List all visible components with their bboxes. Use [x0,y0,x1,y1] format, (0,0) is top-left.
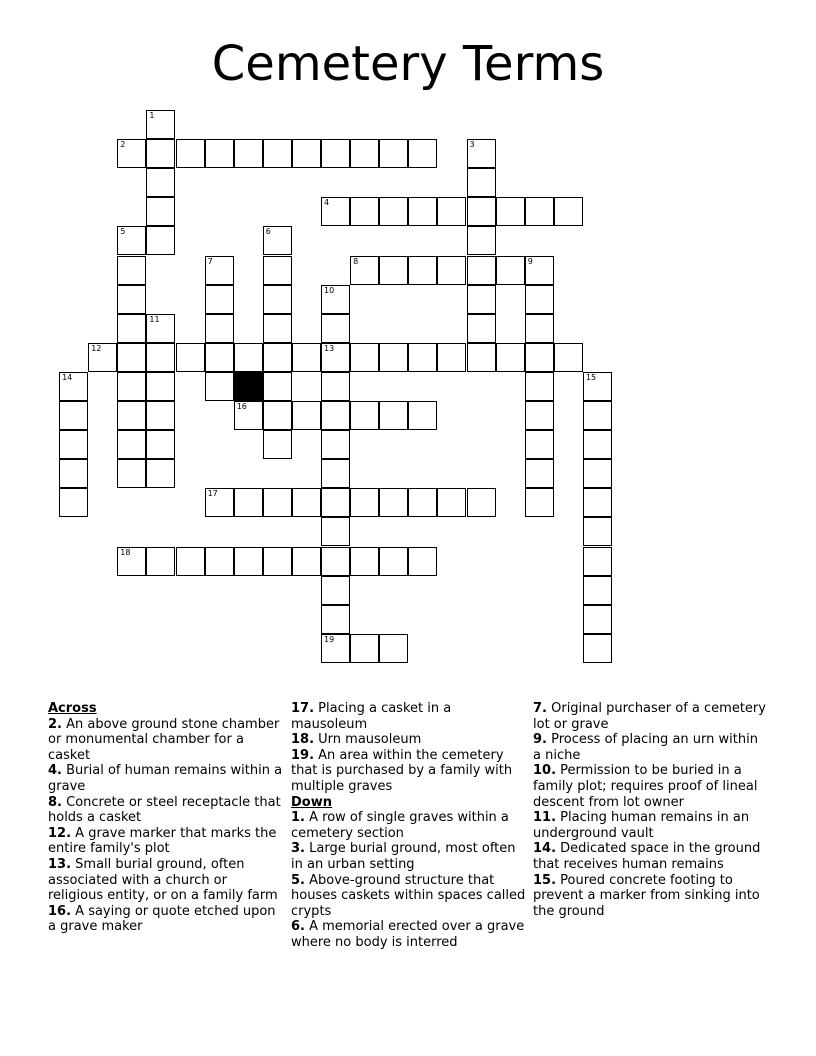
grid-cell[interactable] [321,547,350,576]
clue-text: Concrete or steel receptacle that holds a casket [48,794,281,826]
grid-cell[interactable] [205,488,234,517]
grid-cell[interactable] [263,401,292,430]
grid-cell[interactable] [525,401,554,430]
grid-cell[interactable] [117,459,146,488]
clue-text: A grave marker that marks the entire family's plot [48,825,277,857]
clue-text: Large burial ground, most often in an urban setting [291,841,516,872]
clue-number: 2. [48,716,62,732]
grid-cell[interactable] [205,372,234,401]
grid-cell[interactable] [525,430,554,459]
grid-cell[interactable] [59,372,88,401]
grid-cell[interactable] [350,634,379,663]
grid-cell[interactable] [205,547,234,576]
grid-cell[interactable] [525,372,554,401]
across-clue-4 [48,763,284,794]
grid-cell[interactable] [146,459,175,488]
clue-number: 9. [533,732,547,748]
grid-cell[interactable] [379,401,408,430]
down-clue-3 [291,841,527,872]
grid-cell[interactable] [379,256,408,285]
grid-cell[interactable] [292,547,321,576]
clue-number: 12. [48,825,72,841]
clue-number-12: 12 [91,343,102,353]
grid-cell[interactable] [525,488,554,517]
grid-cell[interactable] [59,430,88,459]
grid-cell[interactable] [437,197,466,226]
grid-cell[interactable] [321,285,350,314]
grid-cell[interactable] [583,430,612,459]
clue-number: 13. [48,856,72,872]
across-heading: Across [48,701,97,716]
clue-text: Poured concrete footing to prevent a marker from sinking into the ground [533,872,760,919]
grid-cell[interactable] [350,197,379,226]
grid-cell[interactable] [205,256,234,285]
clue-text: An area within the cemetery that is purchased by a family with multiple graves [291,747,513,794]
clue-number: 18. [291,732,315,748]
clue-number: 7. [533,701,547,716]
clue-number-16: 16 [236,402,247,411]
clue-number: 5. [291,872,305,888]
grid-cell[interactable] [496,197,525,226]
grid-cell[interactable] [292,343,321,372]
grid-cell[interactable] [234,547,263,576]
clue-text: Burial of human remains within a grave [48,763,283,794]
grid-cell[interactable] [525,343,554,372]
grid-cell[interactable] [437,256,466,285]
black-cell [234,372,263,401]
grid-cell[interactable] [467,168,496,197]
grid-cell[interactable] [263,285,292,314]
grid-cell[interactable] [292,401,321,430]
clue-number: 8. [48,794,62,810]
grid-cell[interactable] [321,197,350,226]
grid-cell[interactable] [321,517,350,546]
grid-cell[interactable] [59,401,88,430]
grid-cell[interactable] [234,401,263,430]
clues-column-3 [533,701,769,919]
clue-number-13: 13 [324,343,335,353]
across-clue-17 [291,701,527,732]
grid-cell[interactable] [321,605,350,634]
grid-cell[interactable] [408,547,437,576]
grid-cell[interactable] [117,226,146,255]
grid-cell[interactable] [176,139,205,168]
down-clue-5 [291,873,527,920]
clues-column-2 [291,701,527,951]
grid-cell[interactable] [583,634,612,663]
grid-cell[interactable] [525,314,554,343]
grid-cell[interactable] [263,226,292,255]
grid-cell[interactable] [146,314,175,343]
grid-cell[interactable] [263,343,292,372]
clue-number-9: 9 [527,256,533,266]
grid-cell[interactable] [117,139,146,168]
grid-cell[interactable] [467,314,496,343]
grid-cell[interactable] [350,139,379,168]
grid-cell[interactable] [146,226,175,255]
grid-cell[interactable] [321,634,350,663]
grid-cell[interactable] [350,488,379,517]
grid-cell[interactable] [205,314,234,343]
grid-cell[interactable] [379,197,408,226]
clue-number-11: 11 [149,314,160,324]
clue-text: Urn mausoleum [314,732,422,748]
grid-cell[interactable] [321,576,350,605]
grid-cell[interactable] [146,430,175,459]
grid-cell[interactable] [117,285,146,314]
clue-text: Permission to be buried in a family plot; requires proof of lineal descent from lot owner [533,763,758,810]
grid-cell[interactable] [117,430,146,459]
grid-cell[interactable] [117,372,146,401]
clue-text: Placing a casket in a mausoleum [291,701,452,732]
clue-text: Original purchaser of a cemetery lot or grave [533,701,766,732]
down-clue-14 [533,841,769,872]
clue-number-1: 1 [149,111,155,120]
clue-number-8: 8 [353,256,359,266]
clue-number-10: 10 [324,285,335,295]
grid-cell[interactable] [321,401,350,430]
grid-cell[interactable] [496,343,525,372]
grid-cell[interactable] [263,139,292,168]
grid-cell[interactable] [467,139,496,168]
grid-cell[interactable] [525,197,554,226]
clue-text: Above-ground structure that houses caskets within spaces called crypts [291,872,526,919]
grid-cell[interactable] [292,488,321,517]
grid-cell[interactable] [263,314,292,343]
down-clue-15 [533,873,769,920]
clue-number-3: 3 [469,140,475,150]
grid-cell[interactable] [467,197,496,226]
grid-cell[interactable] [88,343,117,372]
clue-text: Process of placing an urn within a niche [533,732,758,763]
grid-cell[interactable] [321,488,350,517]
grid-cell[interactable] [496,256,525,285]
grid-cell[interactable] [437,488,466,517]
grid-cell[interactable] [117,547,146,576]
grid-cell[interactable] [146,110,175,139]
grid-cell[interactable] [146,343,175,372]
clue-number-7: 7 [207,256,213,266]
grid-cell[interactable] [525,285,554,314]
clue-number: 17. [291,701,315,716]
grid-cell[interactable] [408,197,437,226]
grid-cell[interactable] [146,197,175,226]
grid-cell[interactable] [583,547,612,576]
grid-cell[interactable] [350,547,379,576]
grid-cell[interactable] [263,488,292,517]
grid-cell[interactable] [59,488,88,517]
grid-cell[interactable] [408,401,437,430]
across-clue-8 [48,795,284,826]
grid-cell[interactable] [321,343,350,372]
grid-cell[interactable] [350,343,379,372]
across-clue-2 [48,717,284,764]
grid-cell[interactable] [321,372,350,401]
grid-cell[interactable] [176,547,205,576]
across-clue-13 [48,857,284,904]
grid-cell[interactable] [379,547,408,576]
grid-cell[interactable] [350,256,379,285]
clue-number: 19. [291,747,315,763]
clue-number: 11. [533,810,557,826]
clue-number-19: 19 [324,634,335,644]
down-clue-9 [533,732,769,763]
grid-cell[interactable] [379,488,408,517]
grid-cell[interactable] [583,488,612,517]
grid-cell[interactable] [379,343,408,372]
grid-cell[interactable] [408,488,437,517]
grid-cell[interactable] [525,459,554,488]
grid-cell[interactable] [467,343,496,372]
grid-cell[interactable] [146,372,175,401]
grid-cell[interactable] [379,634,408,663]
clue-number: 3. [291,841,305,857]
grid-cell[interactable] [467,488,496,517]
grid-cell[interactable] [59,459,88,488]
clue-number-5: 5 [120,227,126,237]
down-clue-1 [291,810,527,841]
grid-cell[interactable] [234,343,263,372]
puzzle-title: Cemetery Terms [211,36,605,92]
clue-number-6: 6 [265,227,271,237]
clue-text: A saying or quote etched upon a grave maker [48,903,276,935]
clue-number-4: 4 [324,198,330,208]
down-clue-11 [533,810,769,841]
grid-cell[interactable] [554,343,583,372]
clue-number: 1. [291,810,305,826]
grid-cell[interactable] [117,256,146,285]
across-clue-12 [48,826,284,857]
grid-cell[interactable] [379,139,408,168]
clue-number-15: 15 [585,372,597,382]
grid-cell[interactable] [146,139,175,168]
grid-cell[interactable] [263,547,292,576]
clue-text: Small burial ground, often associated with a church or religious entity, or on a family farm [48,856,278,904]
grid-cell[interactable] [321,459,350,488]
grid-cell[interactable] [583,401,612,430]
grid-cell[interactable] [554,197,583,226]
clue-number-2: 2 [120,140,126,150]
grid-cell[interactable] [321,314,350,343]
grid-cell[interactable] [408,256,437,285]
grid-cell[interactable] [234,139,263,168]
grid-cell[interactable] [146,547,175,576]
grid-cell[interactable] [263,372,292,401]
grid-cell[interactable] [321,139,350,168]
grid-cell[interactable] [117,343,146,372]
grid-cell[interactable] [234,488,263,517]
clue-number-17: 17 [207,489,218,499]
grid-cell[interactable] [321,430,350,459]
across-clue-16 [48,904,284,935]
clue-text: A row of single graves within a cemetery section [291,810,509,841]
clue-number: 10. [533,763,557,779]
clue-number: 15. [533,872,557,888]
across-clue-19 [291,748,527,795]
grid-cell[interactable] [205,343,234,372]
grid-cell[interactable] [583,517,612,546]
down-clue-6 [291,919,527,950]
clue-number: 6. [291,919,305,935]
clue-text: An above ground stone chamber or monumental chamber for a casket [48,716,280,763]
grid-cell[interactable] [408,343,437,372]
down-clue-7 [533,701,769,732]
grid-cell[interactable] [583,372,612,401]
down-heading: Down [291,794,332,810]
clue-number: 14. [533,841,557,857]
grid-cell[interactable] [583,459,612,488]
grid-cell[interactable] [437,343,466,372]
clue-number: 4. [48,763,62,779]
grid-cell[interactable] [146,401,175,430]
down-clue-10 [533,763,769,810]
clue-text: Placing human remains in an underground vault [533,810,750,841]
grid-cell[interactable] [146,168,175,197]
grid-cell[interactable] [292,139,321,168]
grid-cell[interactable] [263,256,292,285]
clue-text: Dedicated space in the ground that receives human remains [533,841,761,872]
grid-cell[interactable] [205,139,234,168]
grid-cell[interactable] [408,139,437,168]
across-clue-18 [291,732,527,748]
grid-cell[interactable] [117,314,146,343]
grid-cell[interactable] [263,430,292,459]
grid-cell[interactable] [117,401,146,430]
clues-column-1 [48,701,284,935]
clue-number-14: 14 [62,372,73,382]
grid-cell[interactable] [350,401,379,430]
grid-cell[interactable] [467,256,496,285]
grid-cell[interactable] [176,343,205,372]
grid-cell[interactable] [467,226,496,255]
grid-cell[interactable] [205,285,234,314]
clue-number-18: 18 [120,547,131,557]
clue-text: A memorial erected over a grave where no body is interred [291,919,525,950]
grid-cell[interactable] [583,605,612,634]
grid-cell[interactable] [525,256,554,285]
grid-cell[interactable] [467,285,496,314]
grid-cell[interactable] [583,576,612,605]
clue-number: 16. [48,903,72,919]
